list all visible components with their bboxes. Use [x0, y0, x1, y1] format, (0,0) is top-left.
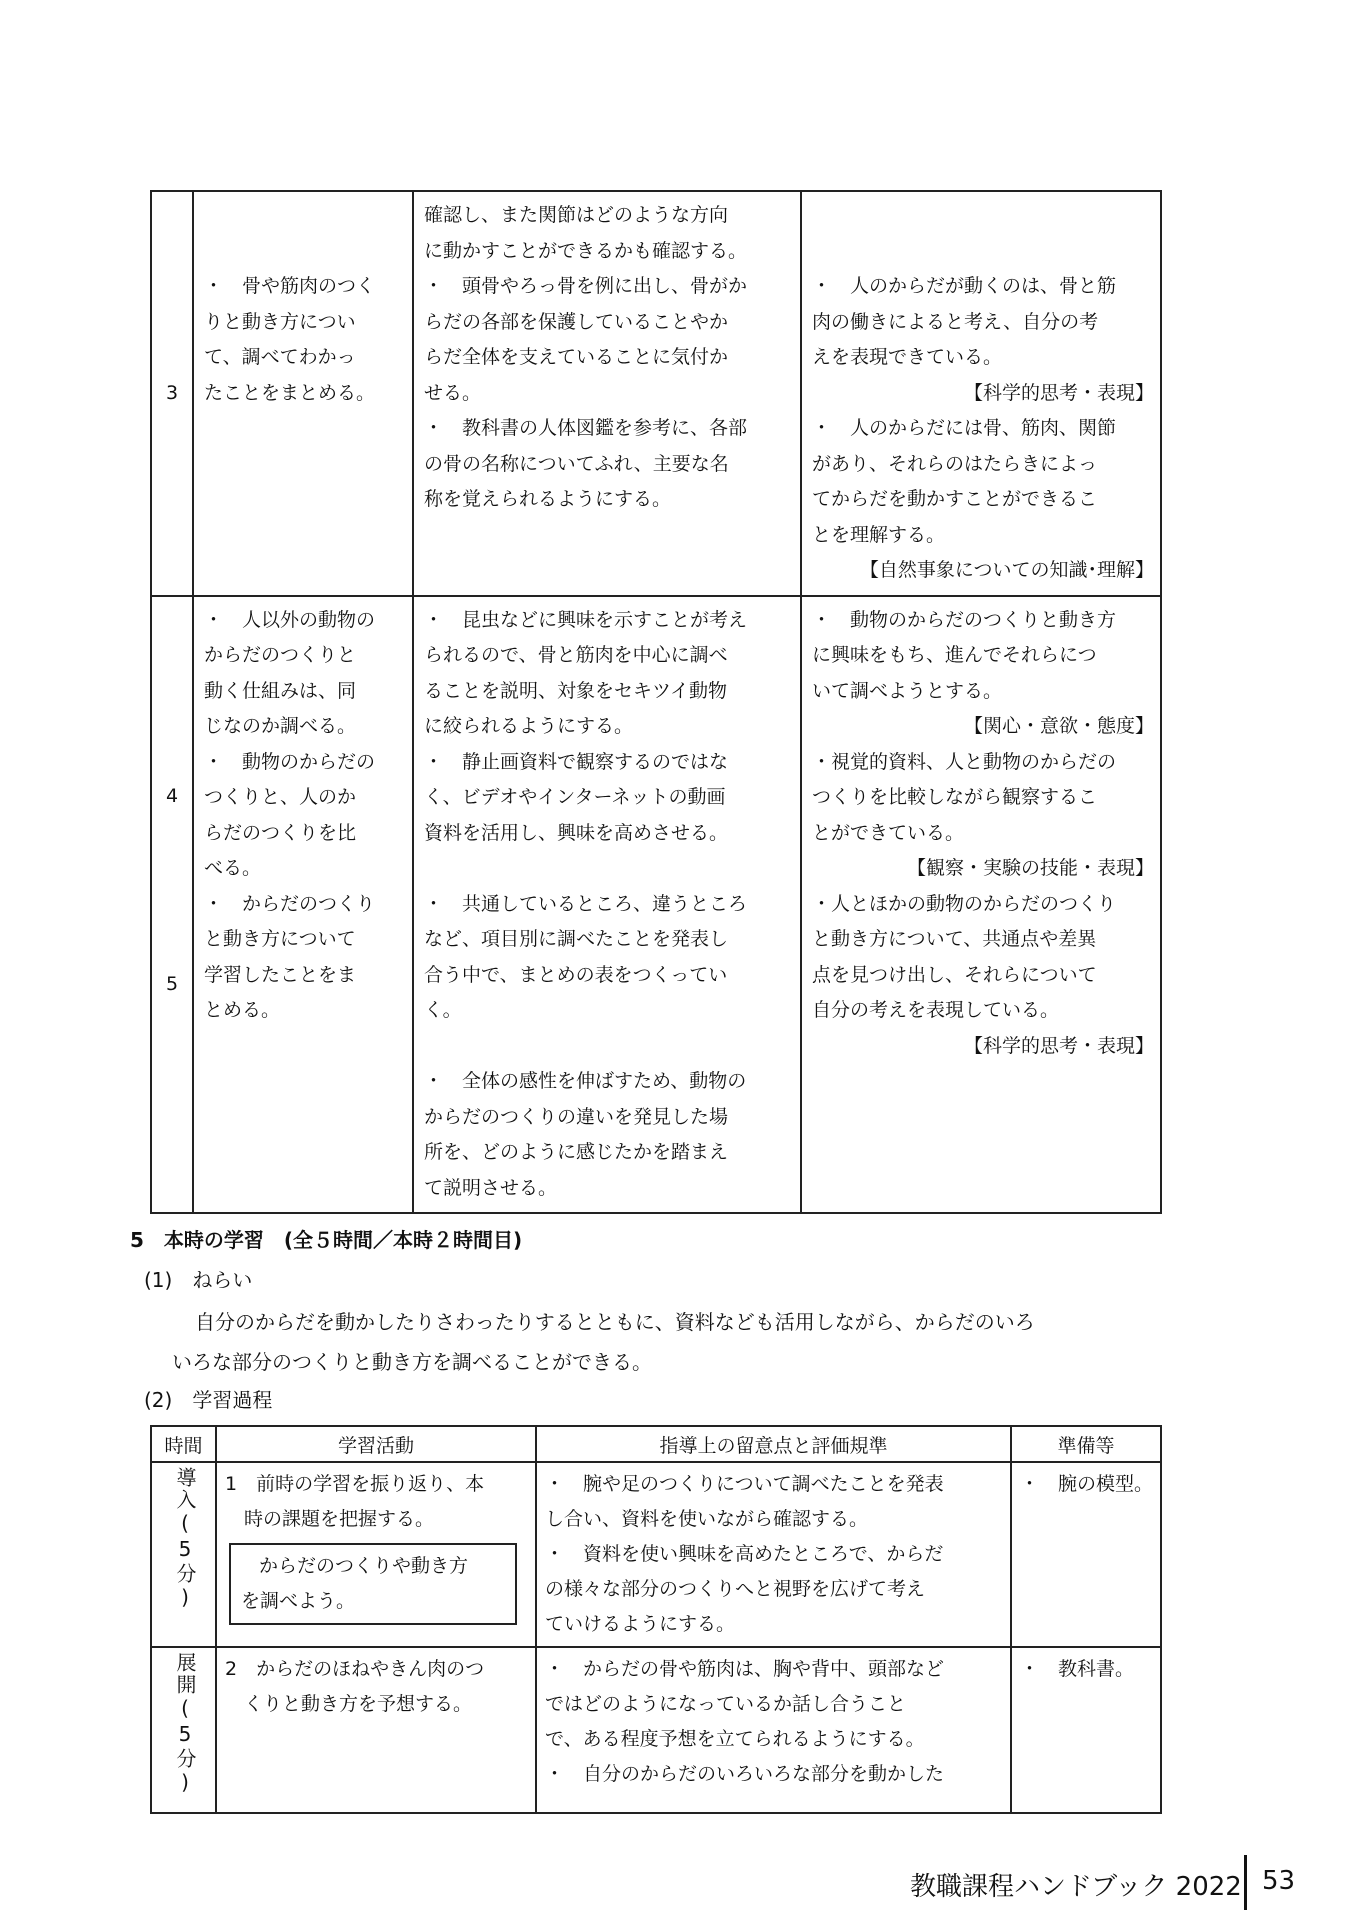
text-line: ることを説明、対象をセキツイ動物	[424, 679, 728, 702]
text-line: 肉の働きによると考え、自分の考	[812, 310, 1099, 333]
text-line: べる。	[204, 857, 262, 879]
evaluation-cell	[801, 191, 1161, 596]
text-line: と動き方について、共通点や差異	[812, 928, 1097, 950]
text-line: くりと動き方を予想する。	[225, 1693, 473, 1715]
text-line: つくりを比較しながら観察するこ	[812, 786, 1098, 808]
table-row	[151, 596, 1161, 1214]
text-line: 資料を活用し、興味を高めさせる。	[424, 821, 729, 844]
text-line: とを理解する。	[812, 523, 946, 546]
evaluation-criterion: 【科学的思考・表現】	[963, 1034, 1154, 1057]
text-line: ・ 全体の感性を伸ばすため、動物の	[424, 1070, 747, 1092]
text-line: 自分の考えを表現している。	[812, 999, 1060, 1021]
text-line: て、調べてわかっ	[204, 346, 356, 368]
evaluation-criterion: 【関心・意欲・態度】	[963, 715, 1154, 737]
unit-plan-table	[150, 190, 1162, 1214]
text-line: ・人とほかの動物のからだのつくり	[812, 892, 1117, 915]
time-cell	[151, 1647, 216, 1813]
aim-text: 自分のからだを動かしたりさわったりするとともに、資料なども活用しながら、からだのいろ	[195, 1310, 1035, 1334]
text-line: ・ 資料を使い興味を高めたところで、からだ	[545, 1543, 944, 1565]
aim-text: いろな部分のつくりと動き方を調べることができる。	[172, 1350, 652, 1374]
text-line: つくりと、人のか	[204, 786, 357, 808]
lesson-number: 4	[165, 784, 179, 807]
text-line: ・ 頭骨やろっ骨を例に出し、骨がか	[424, 275, 748, 297]
guidance-cell	[413, 596, 801, 1214]
text-line: く、ビデオやインターネットの動画	[424, 786, 726, 808]
text-line: に絞られるようにする。	[424, 715, 634, 737]
text-line: られるので、骨と筋肉を中心に調べ	[424, 644, 728, 666]
phase-time: 展開(5分)	[173, 1652, 197, 1796]
text-line: 2 からだのほねやきん肉のつ	[225, 1658, 485, 1680]
text-line: ・ 教科書の人体図鑑を参考に、各部	[424, 417, 748, 439]
text-line: ていけるようにする。	[545, 1613, 736, 1635]
text-line: ・ 骨や筋肉のつく	[204, 275, 376, 297]
text-line: とめる。	[204, 999, 281, 1021]
text-line: 1 前時の学習を振り返り、本	[225, 1473, 485, 1495]
evaluation-criterion: 【観察・実験の技能・表現】	[906, 857, 1154, 879]
text-line: 確認し、また関節はどのような方向	[424, 204, 729, 226]
text-line: があり、それらのはたらきによっ	[812, 452, 1098, 475]
activity-cell	[193, 191, 413, 596]
text-line: て説明させる。	[424, 1176, 558, 1199]
text-line: りと動き方につい	[204, 310, 356, 333]
page-number: 53	[1262, 1866, 1296, 1896]
text-line: と動き方について	[204, 928, 356, 950]
text-line: 学習したことをま	[204, 963, 357, 986]
text-line: からだのつくりと	[204, 644, 357, 666]
subheading-process: (2) 学習過程	[144, 1388, 273, 1412]
text-line: で、ある程度予想を立てられるようにする。	[545, 1728, 925, 1750]
evaluation-criterion: 【科学的思考・表現】	[963, 381, 1154, 404]
text-line: ・ 腕や足のつくりについて調べたことを発表	[545, 1473, 944, 1495]
guidance-cell	[536, 1462, 1011, 1647]
text-line: ・ からだのつくり	[204, 892, 376, 915]
text-line: ・ 静止画資料で観察するのではな	[424, 750, 729, 773]
table-header-row	[151, 1426, 1161, 1462]
text-line: てからだを動かすことができるこ	[812, 488, 1098, 510]
text-line: ・ 動物のからだの	[204, 750, 376, 773]
text-line: の様々な部分のつくりへと視野を広げて考え	[545, 1578, 926, 1600]
text-line: 合う中で、まとめの表をつくってい	[424, 963, 728, 986]
text-line: の骨の名称についてふれ、主要な名	[424, 452, 729, 475]
text-line: ・ 昆虫などに興味を示すことが考え	[424, 608, 748, 631]
text-line: からだのつくりの違いを発見した場	[424, 1105, 729, 1128]
text-line: ・ 腕の模型。	[1020, 1473, 1154, 1495]
text-line: 称を覚えられるようにする。	[424, 488, 672, 510]
text-line: 時の課題を把握する。	[225, 1508, 435, 1530]
text-line: ・ 人以外の動物の	[204, 608, 376, 631]
evaluation-criterion: 【自然事象についての知識･理解】	[859, 559, 1154, 581]
prep-cell	[1011, 1647, 1161, 1813]
footer-title: 教職課程ハンドブック 2022	[910, 1872, 1242, 1902]
text-line: らだのつくりを比	[204, 821, 357, 844]
text-line: ・ 自分のからだのいろいろな部分を動かした	[545, 1763, 945, 1785]
table-row	[151, 1647, 1161, 1813]
phase-time: 導入(5分)	[173, 1467, 197, 1611]
evaluation-cell	[801, 596, 1161, 1214]
text-line: を調べよう。	[241, 1590, 356, 1612]
text-line: ・ 動物のからだのつくりと動き方	[812, 608, 1117, 631]
lesson-number: 5	[165, 972, 179, 995]
text-line: からだのつくりや動き方	[259, 1555, 469, 1577]
lesson-number: 3	[151, 191, 193, 596]
text-line: など、項目別に調べたことを発表し	[424, 928, 729, 950]
text-line: ・ 共通しているところ、違うところ	[424, 892, 748, 915]
text-line: ・視覚的資料、人と動物のからだの	[812, 750, 1117, 773]
text-line: 動く仕組みは、同	[204, 679, 357, 702]
prep-cell	[1011, 1462, 1161, 1647]
text-line: ・ 人のからだには骨、筋肉、関節	[812, 417, 1117, 439]
text-line: とができている。	[812, 821, 965, 844]
time-cell	[151, 1462, 216, 1647]
column-header: 学習活動	[216, 1426, 536, 1462]
text-line: に興味をもち、進んでそれらにつ	[812, 644, 1097, 666]
guidance-cell	[413, 191, 801, 596]
subheading-aim: (1) ねらい	[144, 1268, 253, 1292]
activity-cell	[216, 1647, 536, 1813]
text-line: じなのか調べる。	[204, 715, 357, 737]
column-header: 準備等	[1011, 1426, 1161, 1462]
text-line: し合い、資料を使いながら確認する。	[545, 1508, 869, 1530]
lesson-process-table	[150, 1425, 1162, 1814]
text-line: ではどのようになっているか話し合うこと	[545, 1693, 907, 1715]
text-line: ・ からだの骨や筋肉は、胸や背中、頭部など	[545, 1658, 945, 1680]
section-heading: 5 本時の学習 (全５時間／本時２時間目)	[130, 1228, 523, 1252]
text-line: に動かすことができるかも確認する。	[424, 239, 748, 262]
text-line: らだ全体を支えていることに気付か	[424, 346, 729, 368]
text-line: らだの各部を保護していることやか	[424, 310, 729, 333]
text-line: たことをまとめる。	[204, 381, 376, 404]
text-line: えを表現できている。	[812, 346, 1003, 368]
table-row	[151, 1462, 1161, 1647]
text-line: いて調べようとする。	[812, 679, 1003, 702]
column-header: 指導上の留意点と評価規準	[536, 1426, 1011, 1462]
guidance-cell	[536, 1647, 1011, 1813]
text-line: ・ 人のからだが動くのは、骨と筋	[812, 275, 1117, 297]
column-header: 時間	[151, 1426, 216, 1462]
activity-cell	[193, 596, 413, 1214]
activity-cell	[216, 1462, 536, 1647]
lesson-number-cell	[151, 596, 193, 1214]
footer-divider	[1244, 1855, 1247, 1910]
text-line: 所を、どのように感じたかを踏まえ	[424, 1141, 729, 1163]
text-line: く。	[424, 999, 462, 1021]
table-row	[151, 191, 1161, 596]
text-line: ・ 教科書。	[1020, 1658, 1135, 1680]
text-line: 点を見つけ出し、それらについて	[812, 963, 1097, 986]
lesson-task-box	[229, 1543, 517, 1625]
text-line: せる。	[424, 381, 482, 404]
